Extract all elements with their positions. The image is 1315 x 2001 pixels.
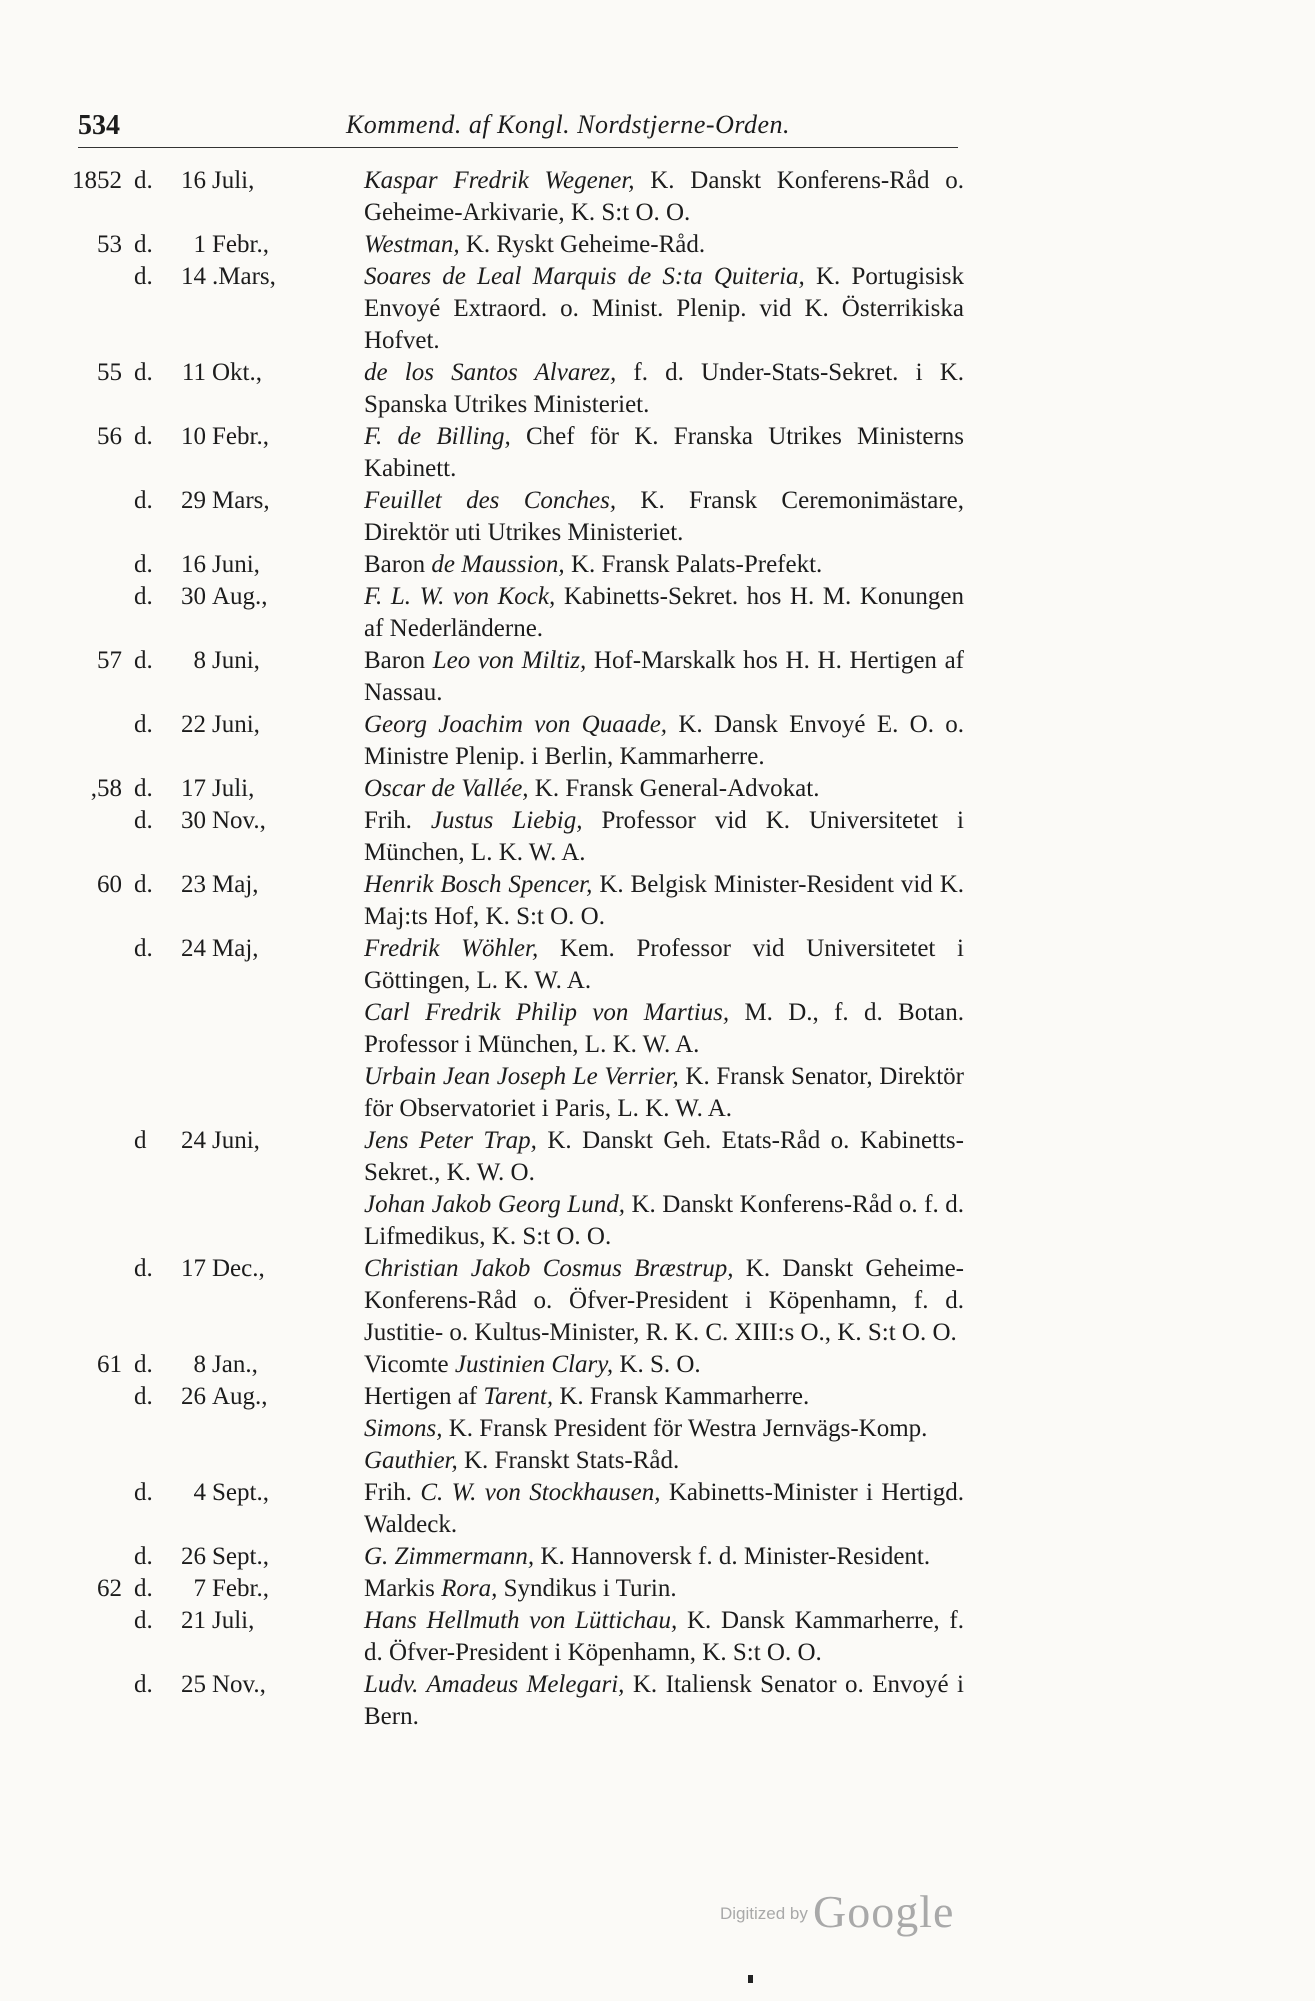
entry-day: 14 [181, 263, 206, 290]
entry-month: Aug., [212, 1383, 268, 1410]
entry-day: 21 [181, 1607, 206, 1634]
entry-text [364, 773, 964, 805]
entry-prefix: Baron [364, 551, 426, 578]
list-item [70, 1605, 970, 1669]
list-item [70, 1541, 970, 1573]
list-item [70, 1253, 970, 1349]
entry-description: K. Danskt Geh. Etats-Råd o. Kabinetts-Sekret., K. W. O. [364, 1127, 964, 1186]
entry-prefix: Frih. [364, 807, 412, 834]
entry-month: Mars, [212, 487, 270, 514]
entry-name: Henrik Bosch Spencer, [364, 871, 593, 898]
entry-month: Juni, [212, 1127, 260, 1154]
entry-text [364, 165, 964, 229]
entry-d: d. [134, 647, 153, 674]
entry-d: d. [134, 487, 153, 514]
entry-name: Gauthier, [364, 1447, 458, 1474]
list-item [70, 165, 970, 229]
entry-d: d. [134, 583, 153, 610]
entry-year: 62 [97, 1575, 122, 1602]
list-item [70, 1413, 970, 1445]
entry-name: Simons, [364, 1415, 443, 1442]
entry-text [364, 1061, 964, 1125]
entry-text [364, 1189, 964, 1253]
entry-prefix: Markis [364, 1575, 435, 1602]
entry-name: Rora, [441, 1575, 498, 1602]
list-item [70, 709, 970, 773]
entry-description: K. Belgisk Minister-Resident vid K. Maj:ts Hof, K. S:t O. O. [364, 871, 965, 930]
list-item [70, 933, 970, 997]
list-item [70, 1189, 970, 1253]
entry-name: Urbain Jean Joseph Le Verrier, [364, 1063, 679, 1090]
entry-month: Juni, [212, 647, 260, 674]
entry-day: 16 [181, 551, 206, 578]
entry-year: ,58 [90, 775, 122, 802]
entry-name: Westman, [364, 231, 460, 258]
entry-month: Jan., [212, 1351, 258, 1378]
entry-month: Nov., [212, 1671, 266, 1698]
entry-description: K. S. O. [619, 1351, 701, 1378]
entry-day: 24 [181, 1127, 206, 1154]
entry-day: 30 [181, 807, 206, 834]
digitized-label: Digitized by [720, 1904, 808, 1923]
entry-month: Febr., [212, 423, 269, 450]
digitized-watermark [720, 1885, 954, 1945]
entry-text [364, 869, 964, 933]
entry-d: d. [134, 1383, 153, 1410]
entry-d: d. [134, 167, 153, 194]
list-item [70, 997, 970, 1061]
entry-description: K. Dansk Kammarherre, f. d. Öfver-President i Köpenhamn, K. S:t O. O. [364, 1607, 964, 1666]
list-item [70, 581, 970, 645]
entry-name: Johan Jakob Georg Lund, [364, 1191, 625, 1218]
entry-d: d. [134, 1607, 153, 1634]
entry-name: Carl Fredrik Philip von Martius, [364, 999, 730, 1026]
entry-prefix: Frih. [364, 1479, 412, 1506]
entry-description: f. d. Under-Stats-Sekret. i K. Spanska Utrikes Ministeriet. [364, 359, 964, 418]
entry-month: Juli, [212, 167, 255, 194]
entry-d: d. [134, 263, 153, 290]
entry-text [364, 709, 964, 773]
entry-text [364, 1541, 964, 1573]
entry-description: Kem. Professor vid Universitetet i Göttingen, L. K. W. A. [364, 935, 965, 994]
entry-d: d. [134, 807, 153, 834]
list-item [70, 485, 970, 549]
entry-d: d. [134, 1255, 153, 1282]
entry-description: K. Danskt Konferens-Råd o. Geheime-Arkivarie, K. S:t O. O. [364, 167, 964, 226]
entry-description: K. Danskt Geheime-Konferens-Råd o. Öfver-President i Köpenhamn, f. d. Justitie- o. Kultus-Minister, R. K. C. XIII:s O., K. S:t O. O. [364, 1255, 964, 1346]
entry-description: K. Fransk President för Westra Jernvägs-Komp. [448, 1415, 928, 1442]
entry-year: 61 [97, 1351, 122, 1378]
list-item [70, 1125, 970, 1189]
list-item [70, 1477, 970, 1541]
entry-text [364, 1125, 964, 1189]
entry-day: 4 [193, 1479, 206, 1506]
entry-month: Juli, [212, 775, 255, 802]
entry-text [364, 485, 964, 549]
entry-d: d. [134, 1671, 153, 1698]
entry-prefix: Vicomte [364, 1351, 449, 1378]
entry-name: G. Zimmermann, [364, 1543, 535, 1570]
entry-month: Maj, [212, 871, 259, 898]
entry-d: d. [134, 1351, 153, 1378]
entry-year: 57 [97, 647, 122, 674]
entry-text [364, 1381, 964, 1413]
entry-text [364, 645, 964, 709]
list-item [70, 549, 970, 581]
entry-day: 7 [193, 1575, 206, 1602]
entry-text [364, 1253, 964, 1349]
entry-name: Oscar de Vallée, [364, 775, 529, 802]
list-item [70, 1573, 970, 1605]
entry-text [364, 357, 964, 421]
entry-month: Nov., [212, 807, 266, 834]
entry-day: 10 [181, 423, 206, 450]
entry-description: K. Danskt Konferens-Råd o. f. d. Lifmedikus, K. S:t O. O. [364, 1191, 964, 1250]
entry-description: Syndikus i Turin. [503, 1575, 677, 1602]
entry-description: K. Dansk Envoyé E. O. o. Ministre Plenip. i Berlin, Kammarherre. [364, 711, 964, 770]
entry-text [364, 1413, 964, 1445]
entry-name: Justus Liebig, [430, 807, 583, 834]
entry-year: 60 [97, 871, 122, 898]
entry-month: Okt., [212, 359, 262, 386]
entry-name: Feuillet des Conches, [364, 487, 617, 514]
entry-description: Hof-Marskalk hos H. H. Hertigen af Nassau. [364, 647, 965, 706]
entry-month: Juni, [212, 551, 260, 578]
entry-name: F. L. W. von Kock, [364, 583, 556, 610]
entry-day: 17 [181, 1255, 206, 1282]
entry-name: Tarent, [483, 1383, 554, 1410]
entry-description: Kabinetts-Minister i Hertigd. Waldeck. [364, 1479, 964, 1538]
entry-description: K. Italiensk Senator o. Envoyé i Bern. [364, 1671, 964, 1730]
entry-description: Professor vid K. Universitetet i München, L. K. W. A. [364, 807, 964, 866]
list-item [70, 645, 970, 709]
entry-month: Juni, [212, 711, 260, 738]
page-number: 534 [78, 110, 120, 141]
entry-prefix: Baron [364, 647, 426, 674]
entry-name: Jens Peter Trap, [364, 1127, 537, 1154]
entry-name: Christian Jakob Cosmus Bræstrup, [364, 1255, 734, 1282]
entry-day: 30 [181, 583, 206, 610]
entry-day: 17 [181, 775, 206, 802]
header-rule [78, 147, 958, 148]
entry-description: K. Fransk Senator, Direktör för Observatoriet i Paris, L. K. W. A. [364, 1063, 964, 1122]
list-item [70, 357, 970, 421]
list-item [70, 1669, 970, 1733]
entry-d: d. [134, 935, 153, 962]
entry-year: 53 [97, 231, 122, 258]
ink-mark [748, 1975, 753, 1983]
entry-text [364, 581, 964, 645]
entry-day: 26 [181, 1543, 206, 1570]
entry-name: C. W. von Stockhausen, [420, 1479, 661, 1506]
list-item [70, 1061, 970, 1125]
entry-month: Sept., [212, 1479, 269, 1506]
entry-description: K. Fransk Palats-Prefekt. [570, 551, 823, 578]
entry-description: K. Franskt Stats-Råd. [464, 1447, 680, 1474]
entry-d: d. [134, 1543, 153, 1570]
entry-description: K. Fransk Kammarherre. [559, 1383, 810, 1410]
entry-name: Justinien Clary, [454, 1351, 614, 1378]
entry-name: Leo von Miltiz, [432, 647, 587, 674]
entry-d: d. [134, 231, 153, 258]
entry-day: 8 [193, 1351, 206, 1378]
entry-year: 55 [97, 359, 122, 386]
entry-d: d [134, 1127, 147, 1154]
entry-month: Aug., [212, 583, 268, 610]
entry-d: d. [134, 423, 153, 450]
list-item [70, 421, 970, 485]
entry-d: d. [134, 551, 153, 578]
entry-name: de los Santos Alvarez, [364, 359, 617, 386]
entry-d: d. [134, 711, 153, 738]
entry-d: d. [134, 1575, 153, 1602]
entry-description: K. Ryskt Geheime-Råd. [465, 231, 706, 258]
google-logo: Google [812, 1886, 955, 1937]
entry-day: 1 [193, 231, 206, 258]
list-item [70, 1445, 970, 1477]
list-item [70, 1381, 970, 1413]
entry-month: Sept., [212, 1543, 269, 1570]
entry-day: 22 [181, 711, 206, 738]
entry-day: 24 [181, 935, 206, 962]
entry-name: Georg Joachim von Quaade, [364, 711, 668, 738]
entry-name: Soares de Leal Marquis de S:ta Quiteria, [364, 263, 805, 290]
running-title: Kommend. af Kongl. Nordstjerne-Orden. [345, 110, 791, 139]
entry-day: 26 [181, 1383, 206, 1410]
entry-text [364, 229, 964, 261]
entry-text [364, 1445, 964, 1477]
entry-text [364, 1349, 964, 1381]
entry-description: K. Fransk Ceremonimästare, Direktör uti Utrikes Ministeriet. [364, 487, 964, 546]
entry-text [364, 421, 964, 485]
entry-text [364, 1669, 964, 1733]
entry-year: 56 [97, 423, 122, 450]
entry-description: K. Hannoversk f. d. Minister-Resident. [540, 1543, 931, 1570]
entry-day: 16 [181, 167, 206, 194]
entry-d: d. [134, 775, 153, 802]
list-item [70, 869, 970, 933]
entry-text [364, 1605, 964, 1669]
entry-day: 29 [181, 487, 206, 514]
list-item [70, 1349, 970, 1381]
entry-name: Kaspar Fredrik Wegener, [364, 167, 635, 194]
entry-prefix: Hertigen af [364, 1383, 478, 1410]
entry-year: 1852 [72, 167, 122, 194]
entry-text [364, 1477, 964, 1541]
entry-month: Febr., [212, 1575, 269, 1602]
entry-d: d. [134, 871, 153, 898]
entry-month: Juli, [212, 1607, 255, 1634]
entry-description: M. D., f. d. Botan. Professor i München, L. K. W. A. [364, 999, 965, 1058]
entry-month: Maj, [212, 935, 259, 962]
entry-day: 23 [181, 871, 206, 898]
entry-text [364, 1573, 964, 1605]
list-item [70, 805, 970, 869]
entry-text [364, 997, 964, 1061]
entry-text [364, 261, 964, 357]
entry-name: F. de Billing, [364, 423, 511, 450]
entry-text [364, 933, 964, 997]
entry-name: Hans Hellmuth von Lüttichau, [364, 1607, 678, 1634]
entry-month: Dec., [212, 1255, 265, 1282]
entry-list [70, 165, 970, 1733]
list-item [70, 261, 970, 357]
entry-day: 25 [181, 1671, 206, 1698]
list-item [70, 773, 970, 805]
entry-text [364, 805, 964, 869]
entry-name: Fredrik Wöhler, [364, 935, 539, 962]
entry-d: d. [134, 1479, 153, 1506]
entry-description: K. Portugisisk Envoyé Extraord. o. Minist. Plenip. vid K. Österrikiska Hofvet. [364, 263, 964, 354]
entry-name: de Maussion, [431, 551, 565, 578]
entry-month: Febr., [212, 231, 269, 258]
entry-description: K. Fransk General-Advokat. [534, 775, 820, 802]
entry-name: Ludv. Amadeus Melegari, [364, 1671, 625, 1698]
entry-month: .Mars, [212, 263, 276, 290]
entry-d: d. [134, 359, 153, 386]
entry-day: 11 [181, 359, 206, 386]
list-item [70, 229, 970, 261]
entry-description: Chef för K. Franska Utrikes Ministerns Kabinett. [364, 423, 965, 482]
entry-description: Kabinetts-Sekret. hos H. M. Konungen af Nederländerne. [364, 583, 965, 642]
entry-text [364, 549, 964, 581]
entry-day: 8 [193, 647, 206, 674]
